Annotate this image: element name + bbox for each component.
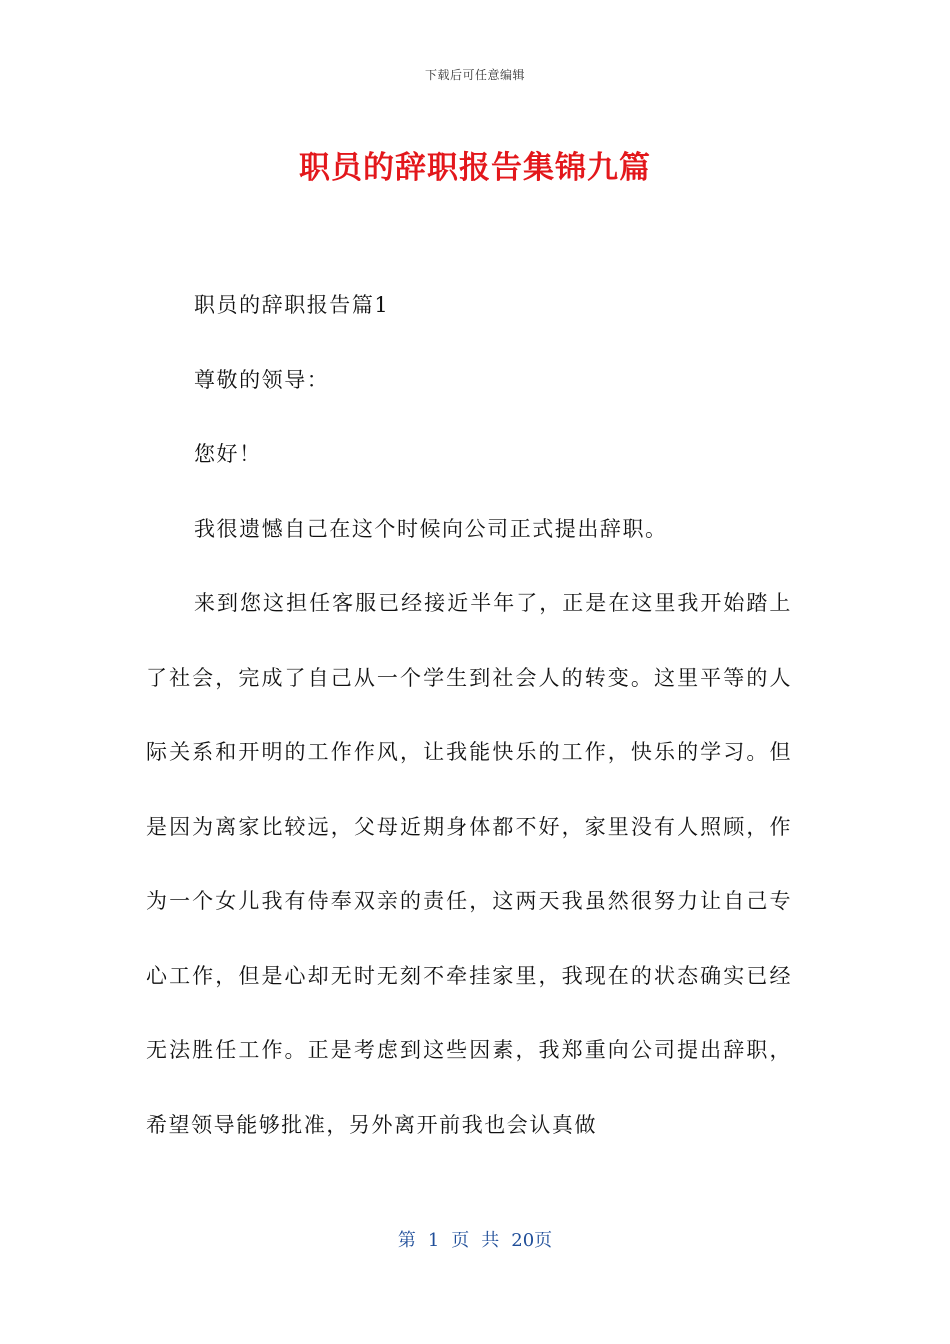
page-footer xyxy=(0,1226,950,1252)
footer-prefix: 第 xyxy=(397,1230,416,1251)
page-header-note: 下载后可任意编辑 xyxy=(424,68,525,82)
footer-total-word: 共 xyxy=(481,1230,500,1251)
paragraph-salutation: 尊敬的领导： xyxy=(194,367,330,392)
footer-page-word: 页 xyxy=(451,1230,470,1251)
paragraph-section-heading: 职员的辞职报告篇1 xyxy=(194,293,390,317)
footer-total-pages: 20页 xyxy=(511,1230,553,1251)
paragraph-greeting: 您好！ xyxy=(194,442,262,466)
footer-current-page: 1 xyxy=(427,1230,440,1251)
document-title: 职员的辞职报告集锦九篇 xyxy=(299,150,651,186)
paragraph-body: 来到您这担任客服已经接近半年了，正是在这里我开始踏上了社会，完成了自己从一个学生到社会人的转变。这里平等的人际关系和开明的工作作风，让我能快乐的工作，快乐的学习。但是因为离家比较远，父母近期身体都不好，家里没有人照顾，作为一个女儿我有侍奉双亲的责任，这两天我虽然很努力让自己专心工作，但是心却无时无刻不牵挂家里，我现在的状态确实已经无法胜任工作。正是考虑到这些因素，我郑重向公司提出辞职，希望领导能够批准，另外离开前我也会认真做 xyxy=(146,591,792,1137)
document-body xyxy=(146,268,792,1162)
paragraph-intro: 我很遗憾自己在这个时候向公司正式提出辞职。 xyxy=(194,516,668,541)
